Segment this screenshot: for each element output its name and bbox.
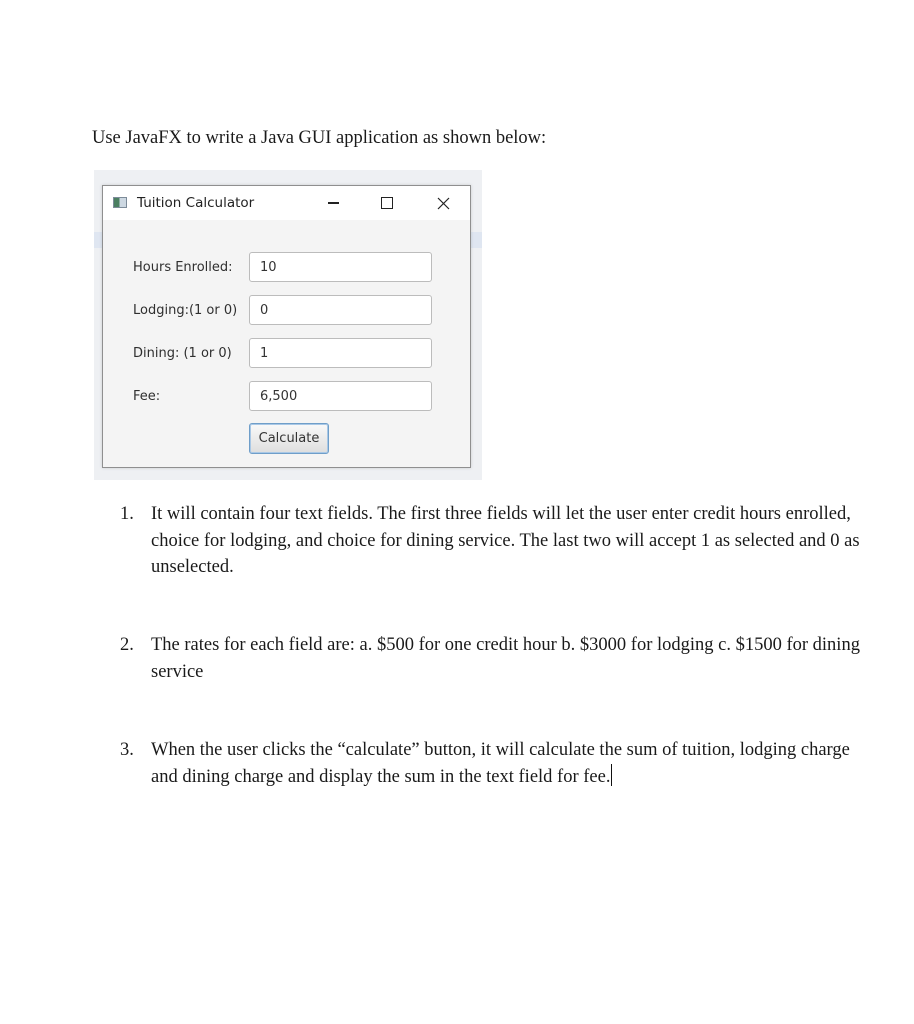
list-item-text: The rates for each field are: a. $500 for one credit hour b. $3000 for lodging c. $1500 for dining service bbox=[151, 635, 860, 682]
list-item-text: It will contain four text fields. The first three fields will let the user enter credit hours enrolled, choice for lodging, and choice for dining service. The last two will accept 1 as selected and 0 as unselected. bbox=[151, 504, 860, 577]
list-item bbox=[120, 737, 860, 790]
lodging-input[interactable] bbox=[249, 295, 432, 325]
calculate-button[interactable]: Calculate bbox=[249, 423, 329, 454]
tuition-calculator-window bbox=[102, 185, 471, 468]
window-title: Tuition Calculator bbox=[137, 195, 255, 211]
app-screenshot bbox=[94, 170, 482, 480]
fee-input[interactable] bbox=[249, 381, 432, 411]
list-item-text-content: When the user clicks the “calculate” button, it will calculate the sum of tuition, lodging charge and dining charge and display the sum in the text field for fee. bbox=[151, 740, 850, 787]
intro-text: Use JavaFX to write a Java GUI application as shown below: bbox=[92, 128, 547, 148]
dining-label: Dining: (1 or 0) bbox=[133, 346, 232, 361]
list-item-number: 1. bbox=[120, 504, 134, 524]
title-bar[interactable] bbox=[103, 186, 470, 220]
lodging-label: Lodging:(1 or 0) bbox=[133, 303, 238, 318]
list-item-text bbox=[151, 737, 860, 790]
maximize-icon bbox=[381, 197, 393, 209]
maximize-button[interactable] bbox=[367, 186, 407, 220]
list-item bbox=[120, 501, 860, 581]
close-button[interactable] bbox=[423, 186, 463, 220]
text-cursor bbox=[611, 764, 612, 786]
dining-input[interactable] bbox=[249, 338, 432, 368]
app-window-icon bbox=[113, 197, 127, 208]
close-icon bbox=[437, 197, 450, 210]
hours-enrolled-label: Hours Enrolled: bbox=[133, 260, 233, 275]
minimize-button[interactable] bbox=[313, 186, 353, 220]
list-item bbox=[120, 632, 860, 685]
minimize-icon bbox=[328, 202, 339, 204]
fee-label: Fee: bbox=[133, 389, 161, 404]
list-item-number: 3. bbox=[120, 740, 134, 760]
hours-enrolled-input[interactable] bbox=[249, 252, 432, 282]
list-item-number: 2. bbox=[120, 635, 134, 655]
